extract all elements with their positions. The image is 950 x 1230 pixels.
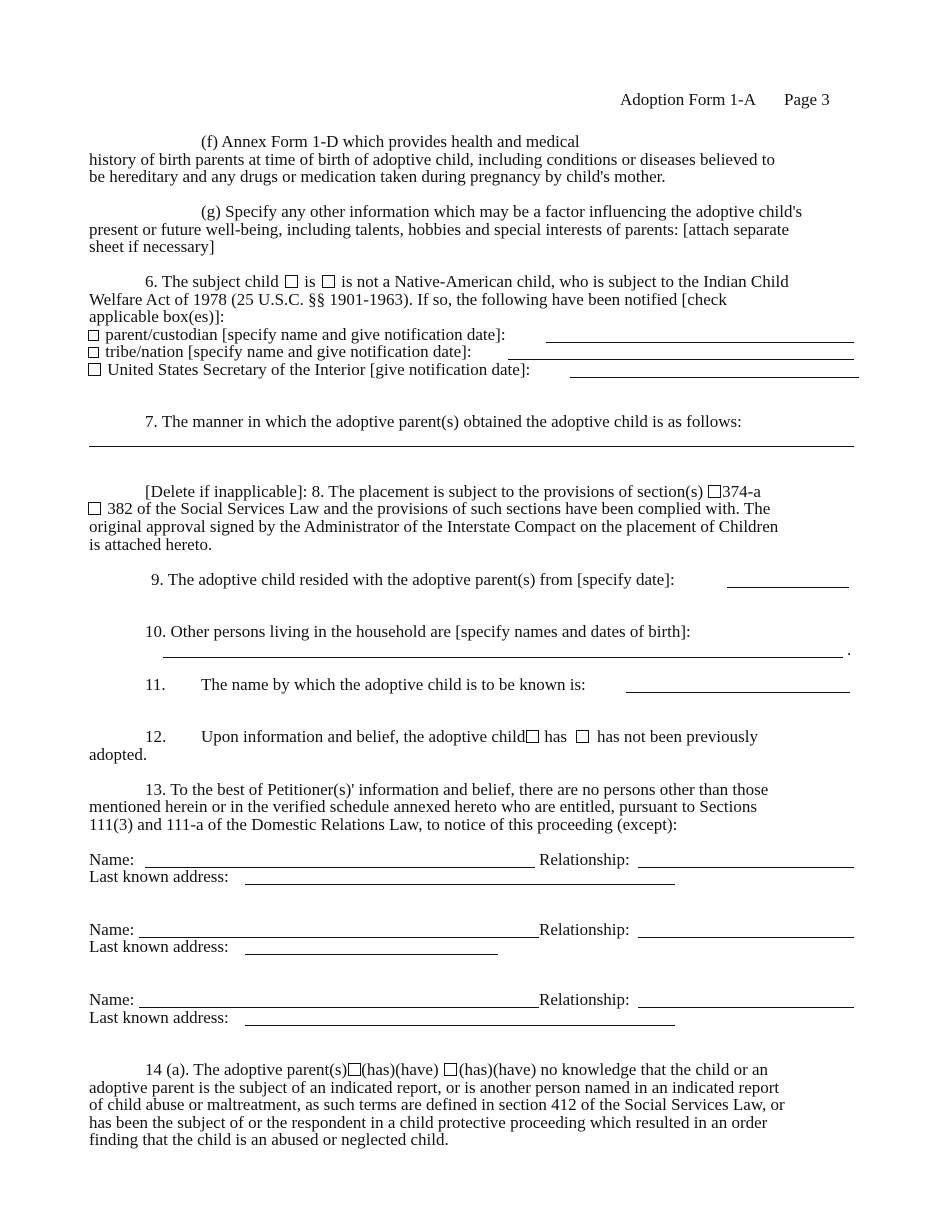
person1-relationship-label: Relationship: (539, 850, 630, 869)
has-label: has (544, 727, 567, 746)
notify-parent-field[interactable] (546, 342, 854, 343)
notify-secretary-row (88, 361, 530, 379)
item-12-text: Upon information and belief, the adoptive child (201, 727, 526, 746)
person1-name-label: Name: (89, 850, 135, 869)
person2-relationship-label: Relationship: (539, 920, 630, 939)
section-374a-label: 374-a (722, 482, 761, 501)
item-11-text: The name by which the adoptive child is to be known is: (201, 675, 586, 694)
notify-tribe-checkbox[interactable] (88, 347, 99, 358)
notify-tribe-label: tribe/nation [specify name and give notification date]: (105, 342, 472, 361)
person2-relationship-field[interactable] (638, 937, 854, 938)
person3-address-label: Last known address: (89, 1008, 229, 1027)
item-6-line1 (145, 273, 789, 291)
person1-address-field[interactable] (245, 884, 675, 885)
item-6-text-b: is not a Native-American child, who is subject to the Indian Child (341, 272, 789, 291)
is-native-american-checkbox[interactable] (285, 275, 298, 288)
item-14a-line1 (145, 1061, 768, 1079)
item-14a-line2: adoptive parent is the subject of an indicated report, or is another person named in an indicated report (89, 1078, 780, 1097)
item-12-number: 12. (145, 727, 167, 746)
item-14a-text-b: (has)(have) no knowledge that the child or an (458, 1060, 769, 1079)
item-6-line3: applicable box(es)]: (89, 307, 225, 326)
item-6-line2: Welfare Act of 1978 (25 U.S.C. §§ 1901-1963). If so, the following have been notified [check (89, 290, 727, 309)
item-9-text: 9. The adoptive child resided with the adoptive parent(s) from [specify date]: (151, 570, 675, 589)
item-7-text: 7. The manner in which the adoptive parent(s) obtained the adoptive child is as follows: (145, 412, 742, 431)
person1-relationship-field[interactable] (638, 867, 854, 868)
notify-tribe-row (88, 343, 472, 361)
has-have-label: (has)(have) (361, 1060, 439, 1079)
item-14a-line3: of child abuse or maltreatment, as such terms are defined in section 412 of the Social Services Law, or (89, 1095, 785, 1114)
person3-relationship-label: Relationship: (539, 990, 630, 1009)
item-f-line2: history of birth parents at time of birth of adoptive child, including conditions or diseases believed to (89, 150, 775, 169)
item-14a-line4: has been the subject of or the respondent in a child protective proceeding which resulted in an order (89, 1113, 768, 1132)
person1-address-label: Last known address: (89, 867, 229, 886)
previously-adopted-has-checkbox[interactable] (526, 730, 539, 743)
is-not-native-american-checkbox[interactable] (322, 275, 335, 288)
item-13-line3: 111(3) and 111-a of the Domestic Relations Law, to notice of this proceeding (except): (89, 815, 678, 834)
item-7-field[interactable] (89, 446, 854, 447)
item-13-line1: 13. To the best of Petitioner(s)' information and belief, there are no persons other than those (145, 780, 769, 799)
item-8-line1 (145, 483, 761, 501)
item-9-date-field[interactable] (727, 587, 849, 588)
item-14a-line5: finding that the child is an abused or neglected child. (89, 1130, 449, 1149)
has-knowledge-checkbox[interactable] (348, 1063, 361, 1076)
no-knowledge-checkbox[interactable] (444, 1063, 457, 1076)
item-8-line2 (88, 500, 770, 518)
person2-address-field[interactable] (245, 954, 498, 955)
person3-name-label: Name: (89, 990, 135, 1009)
item-11-number: 11. (145, 675, 166, 694)
item-g-line2: present or future well-being, including talents, hobbies and special interests of parents: [attach separate (89, 220, 790, 239)
section-374a-checkbox[interactable] (708, 485, 721, 498)
item-f-line3: be hereditary and any drugs or medication taken during pregnancy by child's mother. (89, 167, 666, 186)
item-g-line3: sheet if necessary] (89, 237, 215, 256)
has-not-label: has not been previously (597, 727, 758, 746)
item-6-is-label: is (304, 272, 316, 291)
notify-tribe-field[interactable] (508, 359, 854, 360)
form-name: Adoption Form 1-A (620, 90, 756, 109)
notify-secretary-checkbox[interactable] (88, 363, 101, 376)
item-12-line2: adopted. (89, 745, 148, 764)
person3-address-field[interactable] (245, 1025, 675, 1026)
notify-parent-row (88, 326, 506, 344)
item-8-text-a: [Delete if inapplicable]: 8. The placement is subject to the provisions of section(s) (145, 482, 704, 501)
item-6-text-a: 6. The subject child (145, 272, 279, 291)
person2-address-label: Last known address: (89, 937, 229, 956)
person2-name-label: Name: (89, 920, 135, 939)
notify-secretary-label: United States Secretary of the Interior [give notification date]: (107, 360, 531, 379)
person3-relationship-field[interactable] (638, 1007, 854, 1008)
item-12-line1 (201, 728, 758, 746)
page-number: Page 3 (784, 90, 830, 109)
item-11-name-field[interactable] (626, 692, 850, 693)
item-g-line1: (g) Specify any other information which may be a factor influencing the adoptive child's (201, 202, 803, 221)
notify-secretary-field[interactable] (570, 377, 859, 378)
previously-adopted-has-not-checkbox[interactable] (576, 730, 589, 743)
form-header (620, 91, 830, 109)
item-8-line4: is attached hereto. (89, 535, 213, 554)
item-8-text-b: 382 of the Social Services Law and the provisions of such sections have been complied with. The (107, 499, 771, 518)
item-8-line3: original approval signed by the Administrator of the Interstate Compact on the placement of Children (89, 517, 779, 536)
item-f-line1: (f) Annex Form 1-D which provides health and medical (201, 132, 580, 151)
notify-parent-checkbox[interactable] (88, 330, 99, 341)
item-10-field[interactable] (163, 657, 843, 658)
notify-parent-label: parent/custodian [specify name and give notification date]: (105, 325, 506, 344)
item-10-text: 10. Other persons living in the household are [specify names and dates of birth]: (145, 622, 691, 641)
item-14a-text-a: 14 (a). The adoptive parent(s) (145, 1060, 348, 1079)
item-13-line2: mentioned herein or in the verified schedule annexed hereto who are entitled, pursuant to Sections (89, 797, 757, 816)
item-10-period: . (847, 640, 852, 659)
section-382-checkbox[interactable] (88, 502, 101, 515)
